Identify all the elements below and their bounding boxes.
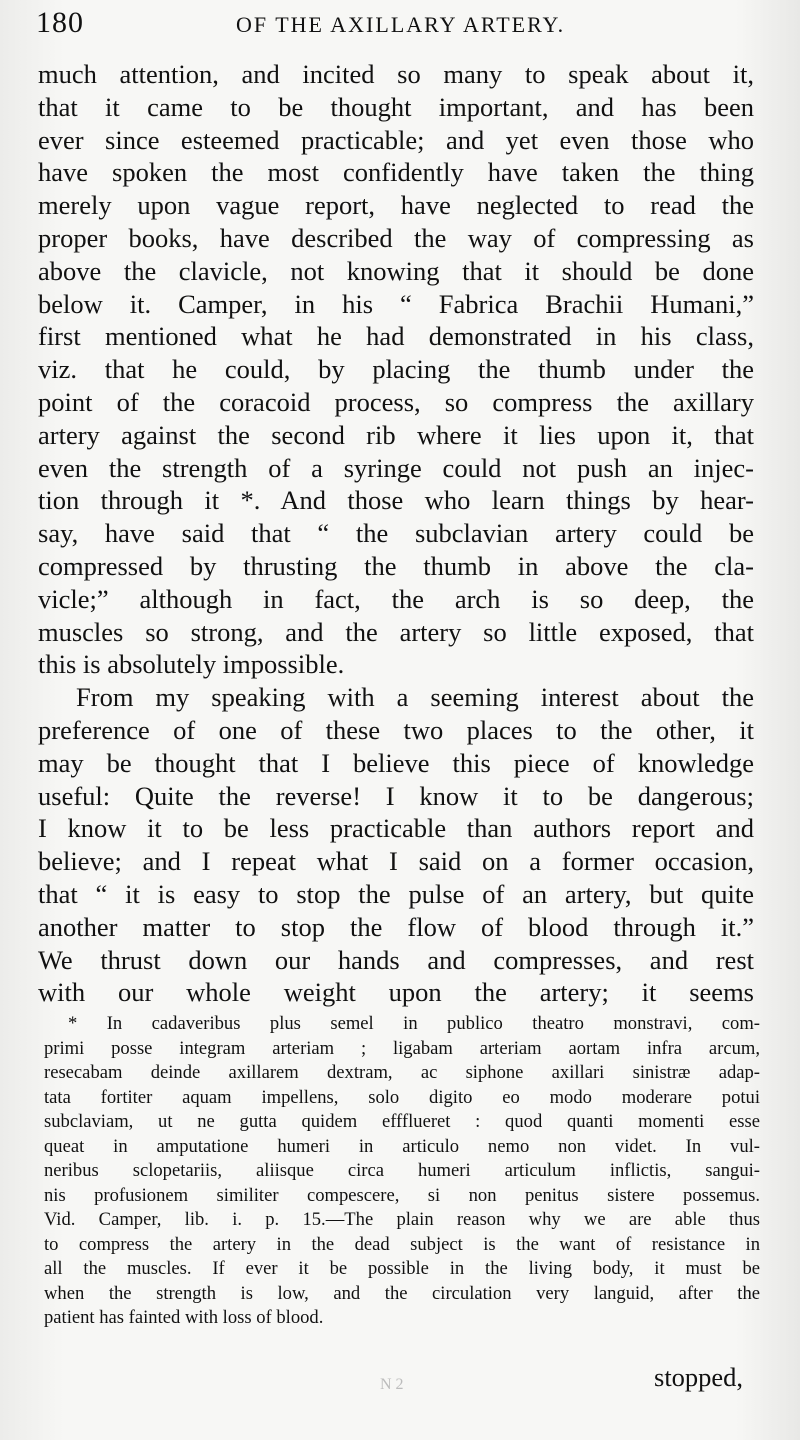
catchword: stopped,: [654, 1362, 744, 1392]
text-line: viz. that he could, by placing the thumb under the: [38, 354, 754, 385]
main-text: [38, 58, 754, 1009]
text-line: believe; and I repeat what I said on a former occasion,: [38, 846, 754, 877]
footnote-line: when the strength is low, and the circulation very languid, after the: [44, 1282, 760, 1304]
footnote-line: subclaviam, ut ne gutta quidem effflueret : quod quanti momenti esse: [44, 1111, 760, 1132]
footnote-line: patient has fainted with loss of blood.: [44, 1307, 324, 1328]
text-line: that “ it is easy to stop the pulse of an artery, but quite: [38, 878, 754, 909]
text-line: first mentioned what he had demonstrated in his class,: [38, 321, 754, 352]
text-line: We thrust down our hands and compresses, and rest: [38, 944, 754, 975]
text-line: compressed by thrusting the thumb in above the cla-: [38, 550, 754, 581]
footnote-line: tata fortiter aquam impellens, solo digito eo modo moderare potui: [44, 1086, 760, 1108]
text-line: From my speaking with a seeming interest about the: [76, 682, 754, 713]
page-header: [36, 6, 776, 46]
text-line: preference of one of these two places to the other, it: [38, 714, 754, 745]
text-line: useful: Quite the reverse! I know it to be dangerous;: [38, 780, 754, 811]
footnote-line: all the muscles. If ever it be possible in the living body, it must be: [44, 1258, 760, 1279]
text-line: above the clavicle, not knowing that it should be done: [38, 255, 754, 286]
text-line: another matter to stop the flow of blood through it.”: [38, 911, 754, 942]
text-line: tion through it *. And those who learn things by hear-: [38, 485, 754, 516]
text-line: have spoken the most confidently have taken the thing: [38, 157, 754, 188]
text-line: even the strength of a syringe could not push an injec-: [38, 452, 754, 483]
text-line: proper books, have described the way of compressing as: [38, 222, 754, 253]
footnote-line: nis profusionem similiter compescere, si non penitus sistere possemus.: [44, 1184, 760, 1206]
text-line: much attention, and incited so many to speak about it,: [38, 59, 754, 89]
text-line: artery against the second rib where it lies upon it, that: [38, 419, 754, 450]
footnote-line: queat in amputatione humeri in articulo nemo non videt. In vul-: [44, 1135, 760, 1157]
footnote-line: neribus sclopetariis, aliisque circa humeri articulum inflictis, sangui-: [44, 1160, 760, 1181]
text-line: that it came to be thought important, and has been: [38, 91, 754, 122]
text-line: I know it to be less practicable than authors report and: [38, 813, 754, 844]
footnote-line: primi posse integram arteriam ; ligabam arteriam aortam infra arcum,: [44, 1037, 760, 1059]
text-line: point of the coracoid process, so compress the axillary: [38, 386, 754, 417]
footnote-line: * In cadaveribus plus semel in publico theatro monstravi, com-: [68, 1013, 760, 1034]
footnote-line: to compress the artery in the dead subject is the want of resistance in: [44, 1233, 760, 1255]
text-line: may be thought that I believe this piece of knowledge: [38, 747, 754, 778]
running-head: OF THE AXILLARY ARTERY.: [236, 12, 566, 37]
text-line: merely upon vague report, have neglected to read the: [38, 190, 754, 221]
footnote: [44, 1012, 760, 1331]
text-line: with our whole weight upon the artery; it seems: [38, 977, 754, 1008]
signature-mark: N 2: [380, 1376, 404, 1393]
text-line: say, have said that “ the subclavian artery could be: [38, 518, 754, 549]
footnote-line: resecabam deinde axillarem dextram, ac siphone axillari sinistræ adap-: [44, 1062, 760, 1083]
page-number: 180: [36, 6, 84, 39]
footnote-line: Vid. Camper, lib. i. p. 15.—The plain reason why we are able thus: [44, 1209, 760, 1230]
text-line: this is absolutely impossible.: [38, 649, 345, 680]
text-line: ever since esteemed practicable; and yet even those who: [38, 124, 754, 155]
text-line: vicle;” although in fact, the arch is so deep, the: [38, 583, 754, 614]
text-line: below it. Camper, in his “ Fabrica Brachii Humani,”: [38, 288, 754, 319]
text-line: muscles so strong, and the artery so little exposed, that: [38, 616, 754, 647]
